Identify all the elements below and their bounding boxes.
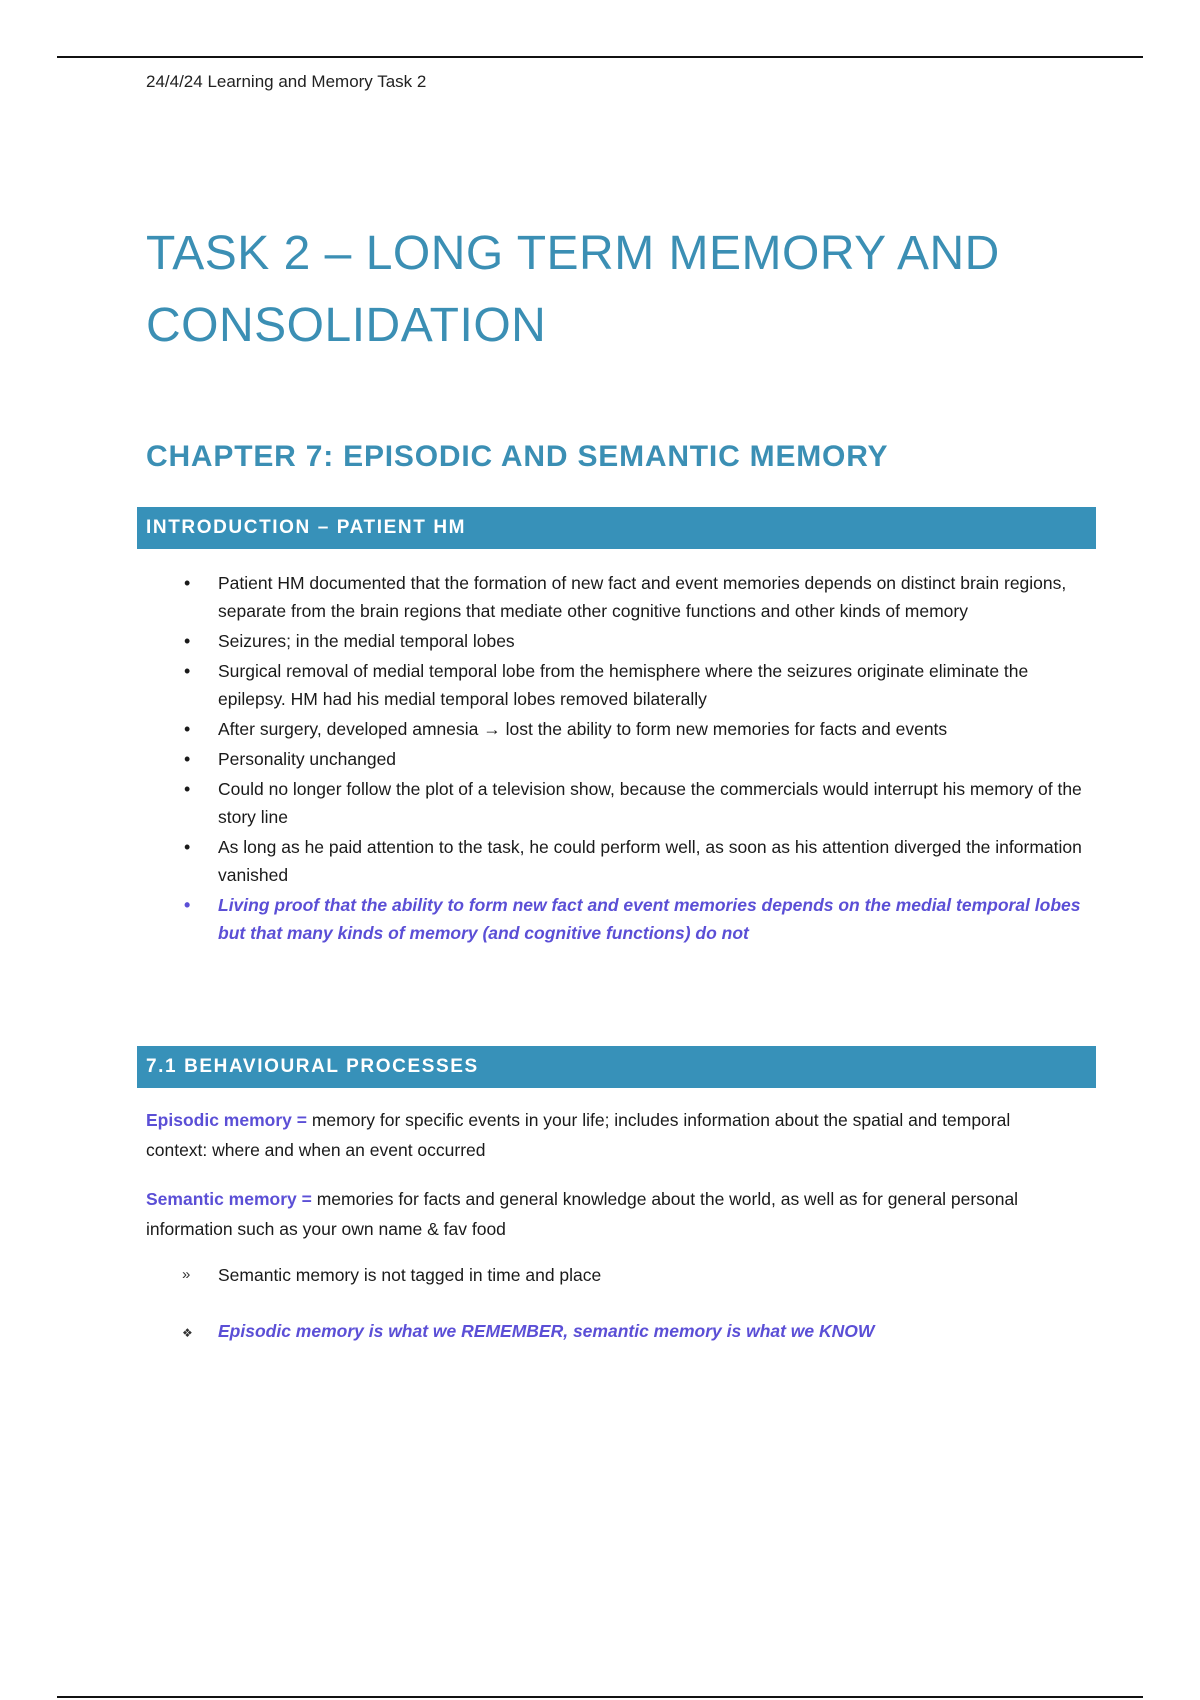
semantic-memory-definition [146,1184,1076,1244]
section-heading-introduction: INTRODUCTION – PATIENT HM [137,507,1096,549]
double-chevron-icon: » [182,1266,191,1283]
list-item [146,833,1086,889]
list-item [146,569,1086,625]
list-item-text: Patient HM documented that the formation of new fact and event memories depends on distinct brain regions, separate from the brain regions that mediate other cognitive functions and other kinds of memory [218,573,1067,621]
bullet-icon: • [184,573,191,593]
bottom-rule [57,1696,1143,1698]
list-item [146,657,1086,713]
list-item-emphasis [146,891,1086,947]
list-item-text: Personality unchanged [218,749,397,769]
episodic-memory-term: Episodic memory = [146,1110,307,1130]
semantic-memory-text: memories for facts and general knowledge about the world, as well as for general personal information such as your own name & fav food [146,1189,1019,1239]
sub-point-text: Episodic memory is what we REMEMBER, semantic memory is what we KNOW [218,1321,875,1341]
list-item [146,775,1086,831]
bullet-icon: • [184,895,191,915]
bullet-icon: • [184,837,191,857]
episodic-memory-text: memory for specific events in your life; includes information about the spatial and temporal context: where and when an event occurred [146,1110,1011,1160]
bullet-icon: • [184,749,191,769]
semantic-memory-term: Semantic memory = [146,1189,312,1209]
page-title: TASK 2 – LONG TERM MEMORY AND CONSOLIDATION [146,227,1000,352]
sub-point-text: Semantic memory is not tagged in time and place [218,1265,602,1285]
sub-point-semantic-not-tagged [146,1261,1076,1289]
episodic-memory-definition [146,1105,1076,1165]
chapter-heading: CHAPTER 7: EPISODIC AND SEMANTIC MEMORY [146,440,889,473]
sub-point-remember-vs-know [146,1317,1076,1345]
list-item [146,745,1086,773]
list-item-text: After surgery, developed amnesia → lost the ability to form new memories for facts and events [218,719,948,739]
bullet-icon: • [184,661,191,681]
bullet-icon: • [184,779,191,799]
list-item-text: Could no longer follow the plot of a television show, because the commercials would interrupt his memory of the story line [218,779,1082,827]
list-item [146,715,1086,743]
bullet-icon: • [184,719,191,739]
section-heading-behavioural-processes: 7.1 BEHAVIOURAL PROCESSES [137,1046,1096,1088]
list-item-text: Surgical removal of medial temporal lobe from the hemisphere where the seizures originate eliminate the epilepsy. HM had his medial temporal lobes removed bilaterally [218,661,1029,709]
list-item-text: As long as he paid attention to the task, he could perform well, as soon as his attention diverged the information vanished [218,837,1082,885]
introduction-bullet-list [146,569,1086,949]
bullet-icon: • [184,631,191,651]
list-item [146,627,1086,655]
top-rule [57,56,1143,58]
list-item-text: Seizures; in the medial temporal lobes [218,631,515,651]
list-item-text: Living proof that the ability to form new fact and event memories depends on the medial temporal lobes but that many kinds of memory (and cognitive functions) do not [218,895,1081,943]
diamond-bullet-icon: ❖ [182,1326,193,1340]
document-header: 24/4/24 Learning and Memory Task 2 [146,72,427,91]
